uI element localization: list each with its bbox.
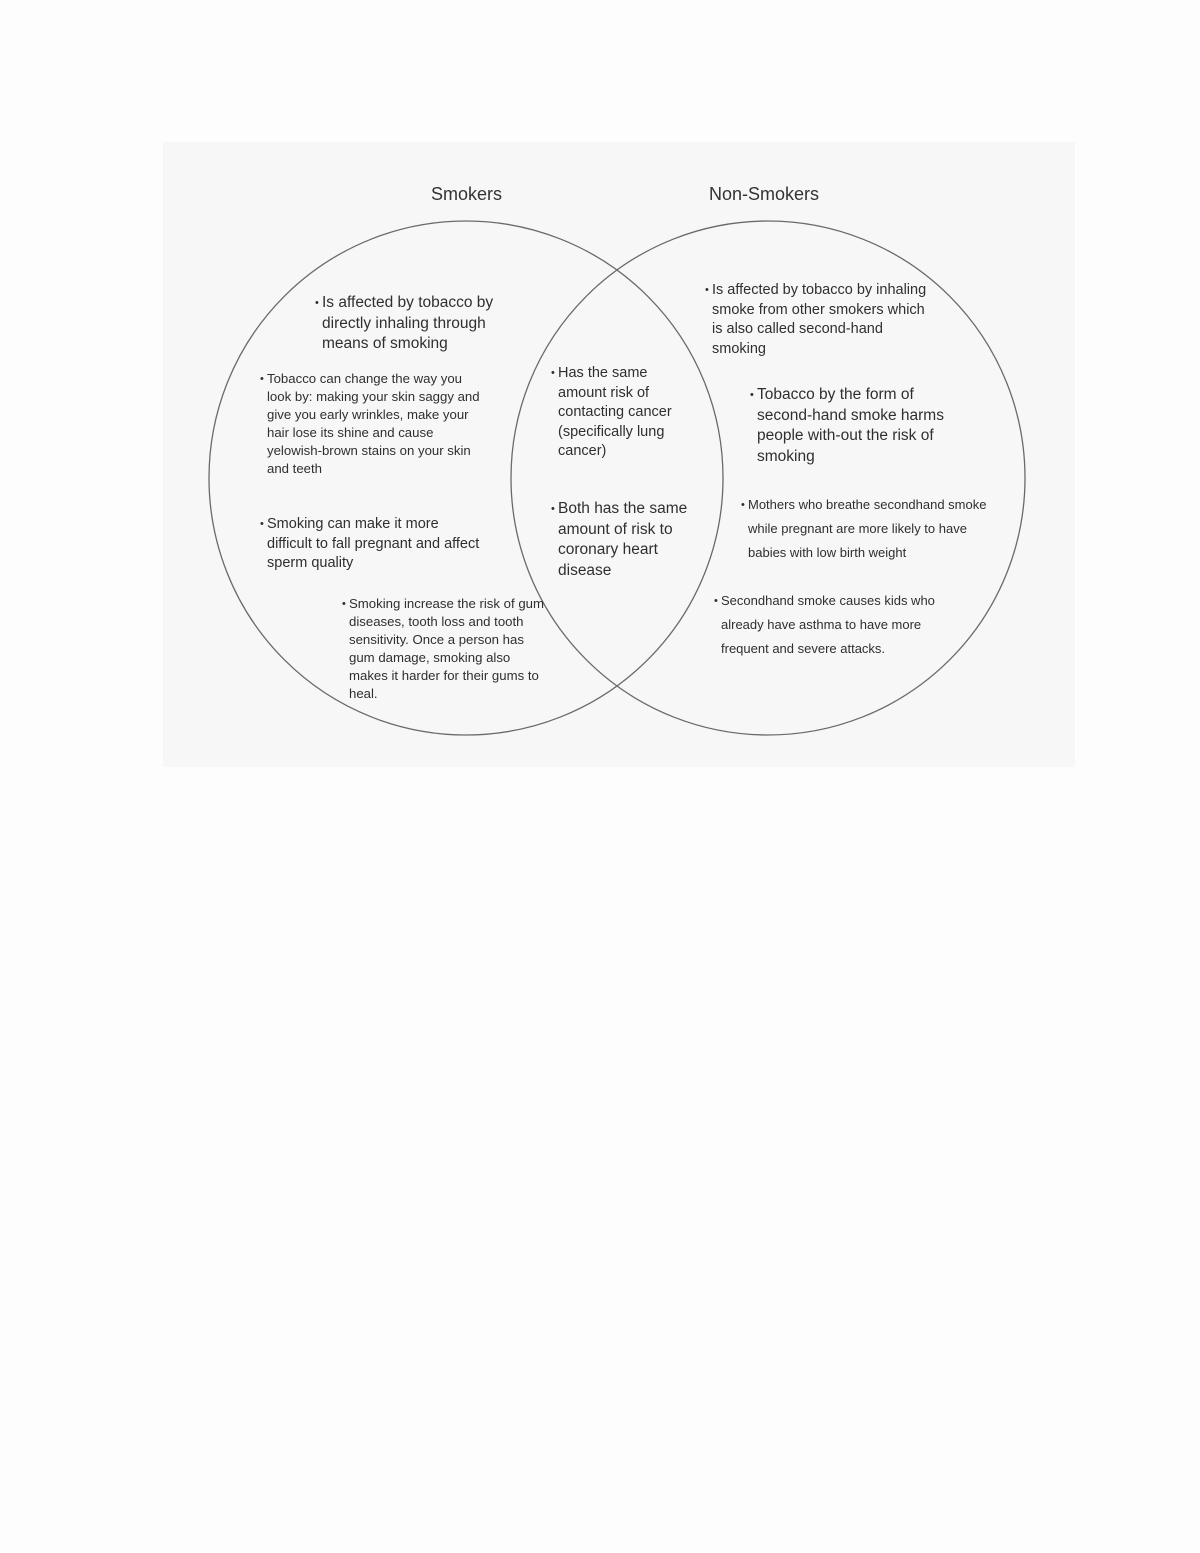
non-smokers-item-1-text: Is affected by tobacco by inhaling smoke from other smokers which is also called second-hand smoking <box>712 282 927 357</box>
bullet-icon: • <box>342 598 346 610</box>
non-smokers-item-2 <box>750 385 972 467</box>
smokers-item-3-text: Smoking can make it more difficult to fall pregnant and affect sperm quality <box>267 516 480 571</box>
bullet-icon: • <box>741 499 745 511</box>
both-item-2 <box>551 499 693 581</box>
bullet-icon: • <box>551 367 555 379</box>
bullet-icon: • <box>551 503 555 515</box>
smokers-item-2-text: Tobacco can change the way you look by: making your skin saggy and give you early wrinkles, make your hair lose its shine and cause yelowish-brown stains on your skin and teeth <box>267 371 480 476</box>
smokers-item-2 <box>260 370 482 478</box>
non-smokers-item-4-text: Secondhand smoke causes kids who already have asthma to have more frequent and severe attacks. <box>721 593 935 656</box>
bullet-icon: • <box>260 518 264 530</box>
smokers-item-4-text: Smoking increase the risk of gum diseases, tooth loss and tooth sensitivity. Once a person has gum damage, smoking also makes it harder for their gums to heal. <box>349 596 544 701</box>
bullet-icon: • <box>315 297 319 309</box>
non-smokers-item-1 <box>705 281 937 359</box>
non-smokers-title: Non-Smokers <box>709 184 820 204</box>
bullet-icon: • <box>705 284 709 296</box>
smokers-item-4 <box>342 595 549 703</box>
non-smokers-item-4 <box>714 589 949 661</box>
bullet-icon: • <box>750 389 754 401</box>
non-smokers-item-3 <box>741 493 998 565</box>
smokers-item-1 <box>315 293 532 355</box>
bullet-icon: • <box>714 595 718 607</box>
smokers-title: Smokers <box>431 184 503 204</box>
non-smokers-item-3-text: Mothers who breathe secondhand smoke while pregnant are more likely to have babies with low birth weight <box>748 497 987 560</box>
both-item-1-text: Has the same amount risk of contacting cancer (specifically lung cancer) <box>558 365 672 459</box>
both-item-2-text: Both has the same amount of risk to coronary heart disease <box>558 500 688 579</box>
bullet-icon: • <box>260 373 264 385</box>
smokers-item-3 <box>260 515 482 574</box>
smokers-item-1-text: Is affected by tobacco by directly inhaling through means of smoking <box>322 294 494 352</box>
non-smokers-item-2-text: Tobacco by the form of second-hand smoke harms people with-out the risk of smoking <box>757 386 944 465</box>
both-item-1 <box>551 364 693 462</box>
